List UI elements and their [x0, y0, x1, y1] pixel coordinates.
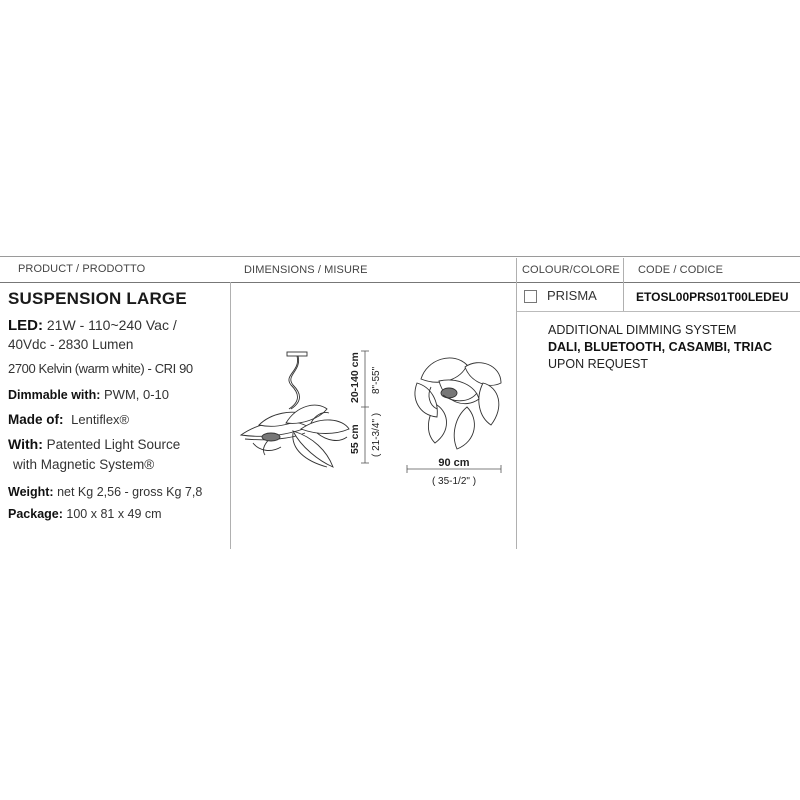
product-code: ETOSL00PRS01T00LEDEU: [636, 290, 789, 304]
package-spec: [8, 506, 162, 522]
width-cm: 90 cm: [438, 457, 470, 469]
colour-name: PRISMA: [547, 288, 597, 303]
colour-checkbox[interactable]: [524, 290, 537, 303]
header-colour: COLOUR/COLORE: [522, 264, 620, 276]
led-line-2: 40Vdc - 2830 Lumen: [8, 337, 134, 352]
dimming-note-line-2: DALI, BLUETOOTH, CASAMBI, TRIAC: [548, 340, 773, 354]
side-view-lamp-illustration: [241, 352, 349, 467]
with-line-1: Patented Light Source: [46, 437, 181, 452]
led-spec: [8, 317, 177, 334]
weight-value: net Kg 2,56 - gross Kg 7,8: [57, 485, 203, 499]
cable-length-cm: 20-140 cm: [349, 352, 361, 403]
made-of-value: Lentiflex®: [71, 412, 130, 427]
with-spec: [8, 436, 180, 453]
column-divider-colour: [623, 258, 624, 311]
code-row-rule: [516, 311, 800, 312]
width-in: ( 35-1/2" ): [431, 476, 477, 487]
package-label: Package:: [8, 507, 63, 521]
header-dimensions: DIMENSIONS / MISURE: [244, 264, 368, 276]
product-title: SUSPENSION LARGE: [8, 289, 187, 308]
with-label: With:: [8, 436, 43, 452]
dimmable-value: PWM, 0-10: [104, 387, 170, 402]
dimming-note-line-3: UPON REQUEST: [548, 357, 649, 371]
height-in: ( 21-3/4" ): [371, 412, 382, 457]
package-value: 100 x 81 x 49 cm: [66, 507, 162, 521]
made-of-label: Made of:: [8, 412, 64, 427]
dimensions-drawing: [231, 283, 516, 549]
height-dimension-line: [361, 351, 369, 463]
led-line-3: 2700 Kelvin (warm white) - CRI 90: [8, 361, 193, 376]
dimmable-spec: [8, 387, 169, 403]
header-top-rule: [0, 256, 800, 257]
made-of-spec: [8, 412, 129, 428]
led-label: LED:: [8, 317, 43, 334]
led-line-1: 21W - 110~240 Vac /: [46, 317, 177, 333]
header-product: PRODUCT / PRODOTTO: [18, 263, 146, 275]
dimmable-label: Dimmable with:: [8, 388, 101, 402]
weight-spec: [8, 484, 202, 500]
weight-label: Weight:: [8, 485, 54, 499]
dimming-notes: [548, 322, 772, 373]
height-cm: 55 cm: [349, 424, 361, 454]
dimming-note-line-1: ADDITIONAL DIMMING SYSTEM: [548, 323, 737, 337]
cable-length-in: 8"-55": [371, 366, 382, 394]
front-view-lamp-illustration: [415, 358, 501, 449]
with-line-2: with Magnetic System®: [13, 457, 155, 472]
column-divider-dimensions: [516, 258, 517, 549]
header-code: CODE / CODICE: [638, 264, 724, 276]
